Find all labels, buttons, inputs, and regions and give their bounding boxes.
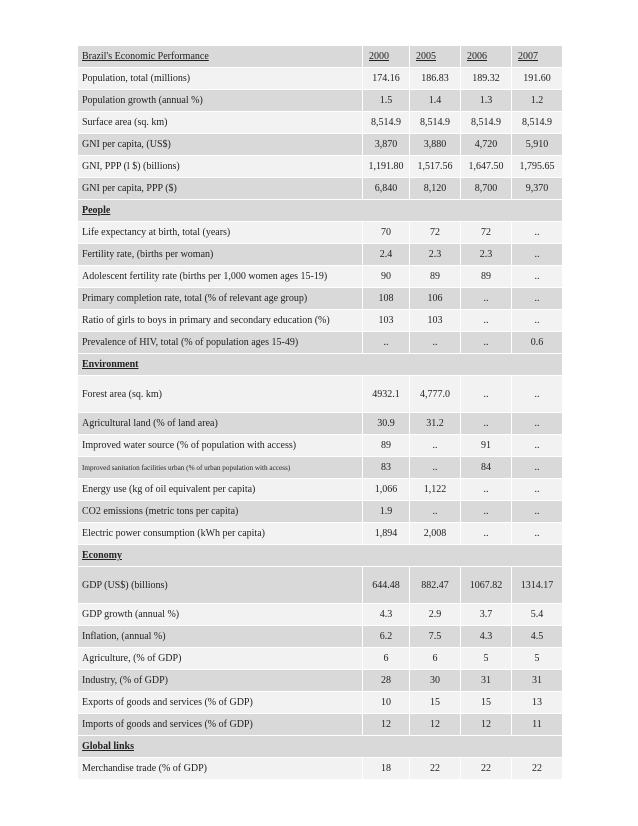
cell-value: 3,870 xyxy=(362,134,409,156)
row-label: GDP growth (annual %) xyxy=(78,604,362,626)
cell-value: 3.7 xyxy=(460,604,511,626)
cell-value: 15 xyxy=(409,692,460,714)
cell-value: 1.3 xyxy=(460,90,511,112)
cell-value: 12 xyxy=(362,714,409,736)
table-row xyxy=(78,413,562,435)
cell-value: 5 xyxy=(460,648,511,670)
cell-value: .. xyxy=(511,479,562,501)
cell-value: .. xyxy=(511,413,562,435)
cell-value: 2.3 xyxy=(460,244,511,266)
cell-value: 8,120 xyxy=(409,178,460,200)
cell-value: 2.9 xyxy=(409,604,460,626)
table-row xyxy=(78,244,562,266)
section-header-row xyxy=(78,354,562,376)
cell-value: 18 xyxy=(362,758,409,780)
cell-value: .. xyxy=(511,310,562,332)
cell-value: 0.6 xyxy=(511,332,562,354)
section-title: People xyxy=(78,200,562,222)
cell-value: .. xyxy=(409,435,460,457)
cell-value: 1.5 xyxy=(362,90,409,112)
cell-value: .. xyxy=(460,479,511,501)
cell-value: 12 xyxy=(460,714,511,736)
cell-value: .. xyxy=(511,266,562,288)
cell-value: .. xyxy=(511,244,562,266)
table-row xyxy=(78,222,562,244)
cell-value: .. xyxy=(460,501,511,523)
cell-value: 31 xyxy=(460,670,511,692)
table-row xyxy=(78,648,562,670)
row-label: Population, total (millions) xyxy=(78,68,362,90)
cell-value: 103 xyxy=(409,310,460,332)
cell-value: 103 xyxy=(362,310,409,332)
cell-value: 4.3 xyxy=(460,626,511,648)
section-title: Global links xyxy=(78,736,562,758)
row-label: Improved water source (% of population with access) xyxy=(78,435,362,457)
cell-value: .. xyxy=(409,457,460,479)
cell-value: 4,777.0 xyxy=(409,376,460,413)
cell-value: 1.9 xyxy=(362,501,409,523)
cell-value: .. xyxy=(460,523,511,545)
table-row xyxy=(78,376,562,413)
cell-value: 1,122 xyxy=(409,479,460,501)
cell-value: 5.4 xyxy=(511,604,562,626)
row-label: Prevalence of HIV, total (% of population ages 15-49) xyxy=(78,332,362,354)
cell-value: 1,795.65 xyxy=(511,156,562,178)
table-row xyxy=(78,90,562,112)
cell-value: 8,514.9 xyxy=(409,112,460,134)
cell-value: .. xyxy=(511,222,562,244)
cell-value: 90 xyxy=(362,266,409,288)
cell-value: .. xyxy=(511,457,562,479)
cell-value: 1,647.50 xyxy=(460,156,511,178)
row-label: Inflation, (annual %) xyxy=(78,626,362,648)
section-title: Environment xyxy=(78,354,562,376)
cell-value: 186.83 xyxy=(409,68,460,90)
row-label: Merchandise trade (% of GDP) xyxy=(78,758,362,780)
table-row xyxy=(78,479,562,501)
cell-value: 6 xyxy=(409,648,460,670)
row-label: Ratio of girls to boys in primary and secondary education (%) xyxy=(78,310,362,332)
section-header-row xyxy=(78,545,562,567)
cell-value: 1.2 xyxy=(511,90,562,112)
cell-value: 22 xyxy=(511,758,562,780)
cell-value: .. xyxy=(409,501,460,523)
cell-value: 84 xyxy=(460,457,511,479)
row-label: GNI per capita, (US$) xyxy=(78,134,362,156)
table-row xyxy=(78,523,562,545)
cell-value: 4.5 xyxy=(511,626,562,648)
row-label: Agriculture, (% of GDP) xyxy=(78,648,362,670)
cell-value: 89 xyxy=(460,266,511,288)
cell-value: 31.2 xyxy=(409,413,460,435)
table-row xyxy=(78,266,562,288)
table-row xyxy=(78,156,562,178)
row-label: Life expectancy at birth, total (years) xyxy=(78,222,362,244)
row-label: Imports of goods and services (% of GDP) xyxy=(78,714,362,736)
table-row xyxy=(78,435,562,457)
table-row xyxy=(78,758,562,780)
table-row xyxy=(78,288,562,310)
cell-value: 6,840 xyxy=(362,178,409,200)
cell-value: .. xyxy=(460,332,511,354)
cell-value: 30.9 xyxy=(362,413,409,435)
row-label: Surface area (sq. km) xyxy=(78,112,362,134)
row-label: Industry, (% of GDP) xyxy=(78,670,362,692)
section-title: Economy xyxy=(78,545,562,567)
cell-value: 28 xyxy=(362,670,409,692)
economic-performance-table xyxy=(78,46,562,780)
year-header: 2005 xyxy=(409,46,460,68)
cell-value: 106 xyxy=(409,288,460,310)
table-row xyxy=(78,501,562,523)
year-header: 2000 xyxy=(362,46,409,68)
cell-value: 12 xyxy=(409,714,460,736)
table-row xyxy=(78,68,562,90)
cell-value: 5,910 xyxy=(511,134,562,156)
cell-value: 8,514.9 xyxy=(460,112,511,134)
table-body xyxy=(78,46,562,780)
cell-value: 2.3 xyxy=(409,244,460,266)
table-row xyxy=(78,670,562,692)
cell-value: 6 xyxy=(362,648,409,670)
cell-value: 2,008 xyxy=(409,523,460,545)
cell-value: 70 xyxy=(362,222,409,244)
cell-value: 4,720 xyxy=(460,134,511,156)
cell-value: 9,370 xyxy=(511,178,562,200)
cell-value: 11 xyxy=(511,714,562,736)
cell-value: .. xyxy=(362,332,409,354)
cell-value: 1.4 xyxy=(409,90,460,112)
section-header-row xyxy=(78,736,562,758)
cell-value: 22 xyxy=(460,758,511,780)
row-label: Electric power consumption (kWh per capita) xyxy=(78,523,362,545)
row-label: GNI, PPP (l $) (billions) xyxy=(78,156,362,178)
cell-value: .. xyxy=(460,413,511,435)
cell-value: 1,191.80 xyxy=(362,156,409,178)
cell-value: .. xyxy=(460,288,511,310)
table-row xyxy=(78,626,562,648)
year-header: 2007 xyxy=(511,46,562,68)
cell-value: 4932.1 xyxy=(362,376,409,413)
cell-value: .. xyxy=(511,288,562,310)
cell-value: .. xyxy=(460,376,511,413)
cell-value: 13 xyxy=(511,692,562,714)
row-label: Improved sanitation facilities urban (% of urban population with access) xyxy=(78,457,362,479)
table-row xyxy=(78,134,562,156)
table-row xyxy=(78,692,562,714)
row-label: Primary completion rate, total (% of relevant age group) xyxy=(78,288,362,310)
cell-value: 174.16 xyxy=(362,68,409,90)
row-label: Adolescent fertility rate (births per 1,000 women ages 15-19) xyxy=(78,266,362,288)
table-row xyxy=(78,604,562,626)
cell-value: 6.2 xyxy=(362,626,409,648)
cell-value: 89 xyxy=(409,266,460,288)
cell-value: 108 xyxy=(362,288,409,310)
cell-value: 10 xyxy=(362,692,409,714)
cell-value: 8,700 xyxy=(460,178,511,200)
table-header-row xyxy=(78,46,562,68)
cell-value: 22 xyxy=(409,758,460,780)
cell-value: 1314.17 xyxy=(511,567,562,604)
cell-value: 72 xyxy=(409,222,460,244)
row-label: Fertility rate, (births per woman) xyxy=(78,244,362,266)
cell-value: 15 xyxy=(460,692,511,714)
cell-value: .. xyxy=(409,332,460,354)
cell-value: 83 xyxy=(362,457,409,479)
cell-value: .. xyxy=(460,310,511,332)
year-header: 2006 xyxy=(460,46,511,68)
cell-value: .. xyxy=(511,523,562,545)
row-label: Agricultural land (% of land area) xyxy=(78,413,362,435)
cell-value: 1,894 xyxy=(362,523,409,545)
cell-value: 191.60 xyxy=(511,68,562,90)
cell-value: 1,066 xyxy=(362,479,409,501)
table-row xyxy=(78,567,562,604)
cell-value: .. xyxy=(511,435,562,457)
cell-value: 7.5 xyxy=(409,626,460,648)
cell-value: 3,880 xyxy=(409,134,460,156)
table-row xyxy=(78,332,562,354)
table-title: Brazil's Economic Performance xyxy=(78,46,362,68)
cell-value: 1067.82 xyxy=(460,567,511,604)
cell-value: 5 xyxy=(511,648,562,670)
cell-value: 8,514.9 xyxy=(362,112,409,134)
cell-value: .. xyxy=(511,501,562,523)
cell-value: 882.47 xyxy=(409,567,460,604)
row-label: CO2 emissions (metric tons per capita) xyxy=(78,501,362,523)
row-label: Exports of goods and services (% of GDP) xyxy=(78,692,362,714)
cell-value: 30 xyxy=(409,670,460,692)
cell-value: 72 xyxy=(460,222,511,244)
cell-value: 2.4 xyxy=(362,244,409,266)
cell-value: 89 xyxy=(362,435,409,457)
cell-value: 644.48 xyxy=(362,567,409,604)
cell-value: 31 xyxy=(511,670,562,692)
cell-value: 4.3 xyxy=(362,604,409,626)
table-row xyxy=(78,112,562,134)
cell-value: 1,517.56 xyxy=(409,156,460,178)
row-label: Population growth (annual %) xyxy=(78,90,362,112)
table-row xyxy=(78,457,562,479)
row-label: GDP (US$) (billions) xyxy=(78,567,362,604)
table-row xyxy=(78,714,562,736)
table-row xyxy=(78,178,562,200)
row-label: Forest area (sq. km) xyxy=(78,376,362,413)
cell-value: 189.32 xyxy=(460,68,511,90)
row-label: Energy use (kg of oil equivalent per capita) xyxy=(78,479,362,501)
cell-value: .. xyxy=(511,376,562,413)
row-label: GNI per capita, PPP ($) xyxy=(78,178,362,200)
cell-value: 91 xyxy=(460,435,511,457)
cell-value: 8,514.9 xyxy=(511,112,562,134)
section-header-row xyxy=(78,200,562,222)
table-row xyxy=(78,310,562,332)
